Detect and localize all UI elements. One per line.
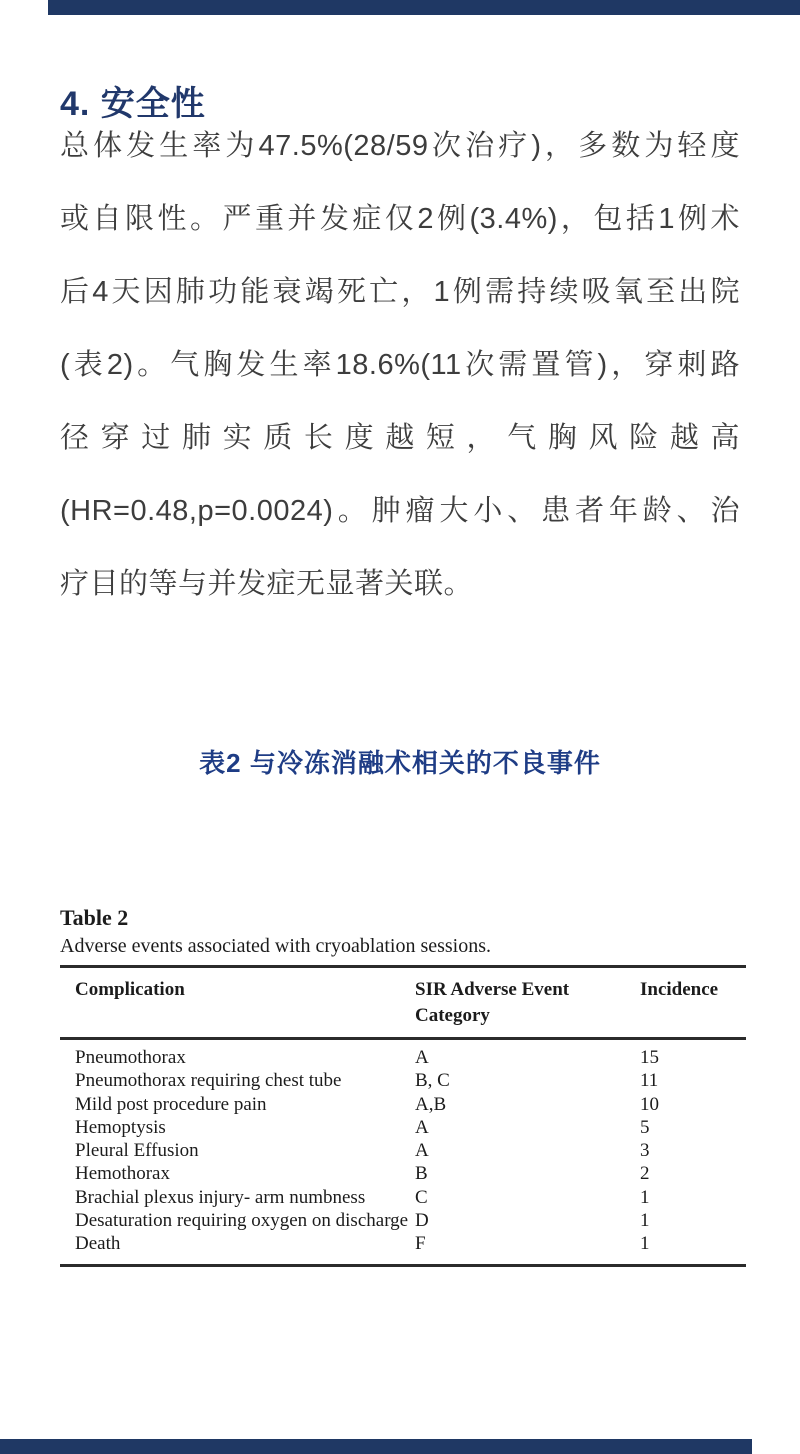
table-rule-bottom (60, 1264, 746, 1267)
paragraph-line: 疗目的等与并发症无显著关联。 (60, 568, 474, 600)
table-row: Mild post procedure pain A,B 10 (75, 1093, 659, 1115)
table-row: Pleural Effusion A 3 (75, 1140, 650, 1162)
column-header-complication: Complication (75, 979, 185, 1000)
body-paragraph (60, 110, 740, 621)
paper-table-figure (60, 905, 746, 1267)
table-row: Death F 1 (75, 1233, 650, 1255)
table-body (60, 1040, 746, 1264)
paragraph-line: 总体发生率为47.5%(28/59次治疗)，多数为轻度 (60, 130, 740, 162)
table-caption: 表2 与冷冻消融术相关的不良事件 (199, 748, 601, 778)
paragraph-line: (HR=0.48,p=0.0024)。肿瘤大小、患者年龄、治 (60, 495, 740, 527)
column-header-incidence: Incidence (640, 979, 719, 1000)
table-row: Pneumothorax A 15 (75, 1047, 659, 1068)
paragraph-line: 或自限性。严重并发症仅2例(3.4%)，包括1例术 (60, 203, 740, 235)
table-row: Hemothorax B 2 (75, 1163, 650, 1185)
paragraph-line: (表2)。气胸发生率18.6%(11次需置管)，穿刺路 (60, 349, 740, 381)
table-row: Brachial plexus injury- arm numbness C 1 (75, 1186, 650, 1208)
table-subtitle: Adverse events associated with cryoablation sessions. (60, 935, 492, 957)
table-title: Table 2 (60, 905, 129, 930)
table-header-row (60, 968, 746, 1037)
paragraph-line: 径穿过肺实质长度越短，气胸风险越高 (60, 422, 740, 454)
paragraph-line: 后4天因肺功能衰竭死亡，1例需持续吸氧至出院 (60, 276, 740, 308)
section-heading: 4. 安全性 (60, 85, 206, 123)
table-row: Hemoptysis A 5 (75, 1116, 650, 1138)
column-header-category: SIR Adverse Event Category (415, 979, 570, 1026)
table-row: Desaturation requiring oxygen on discharge D 1 (75, 1210, 650, 1232)
table-row: Pneumothorax requiring chest tube B, C 11 (75, 1070, 659, 1092)
bottom-accent-bar (0, 1439, 752, 1454)
top-accent-bar (48, 0, 800, 15)
